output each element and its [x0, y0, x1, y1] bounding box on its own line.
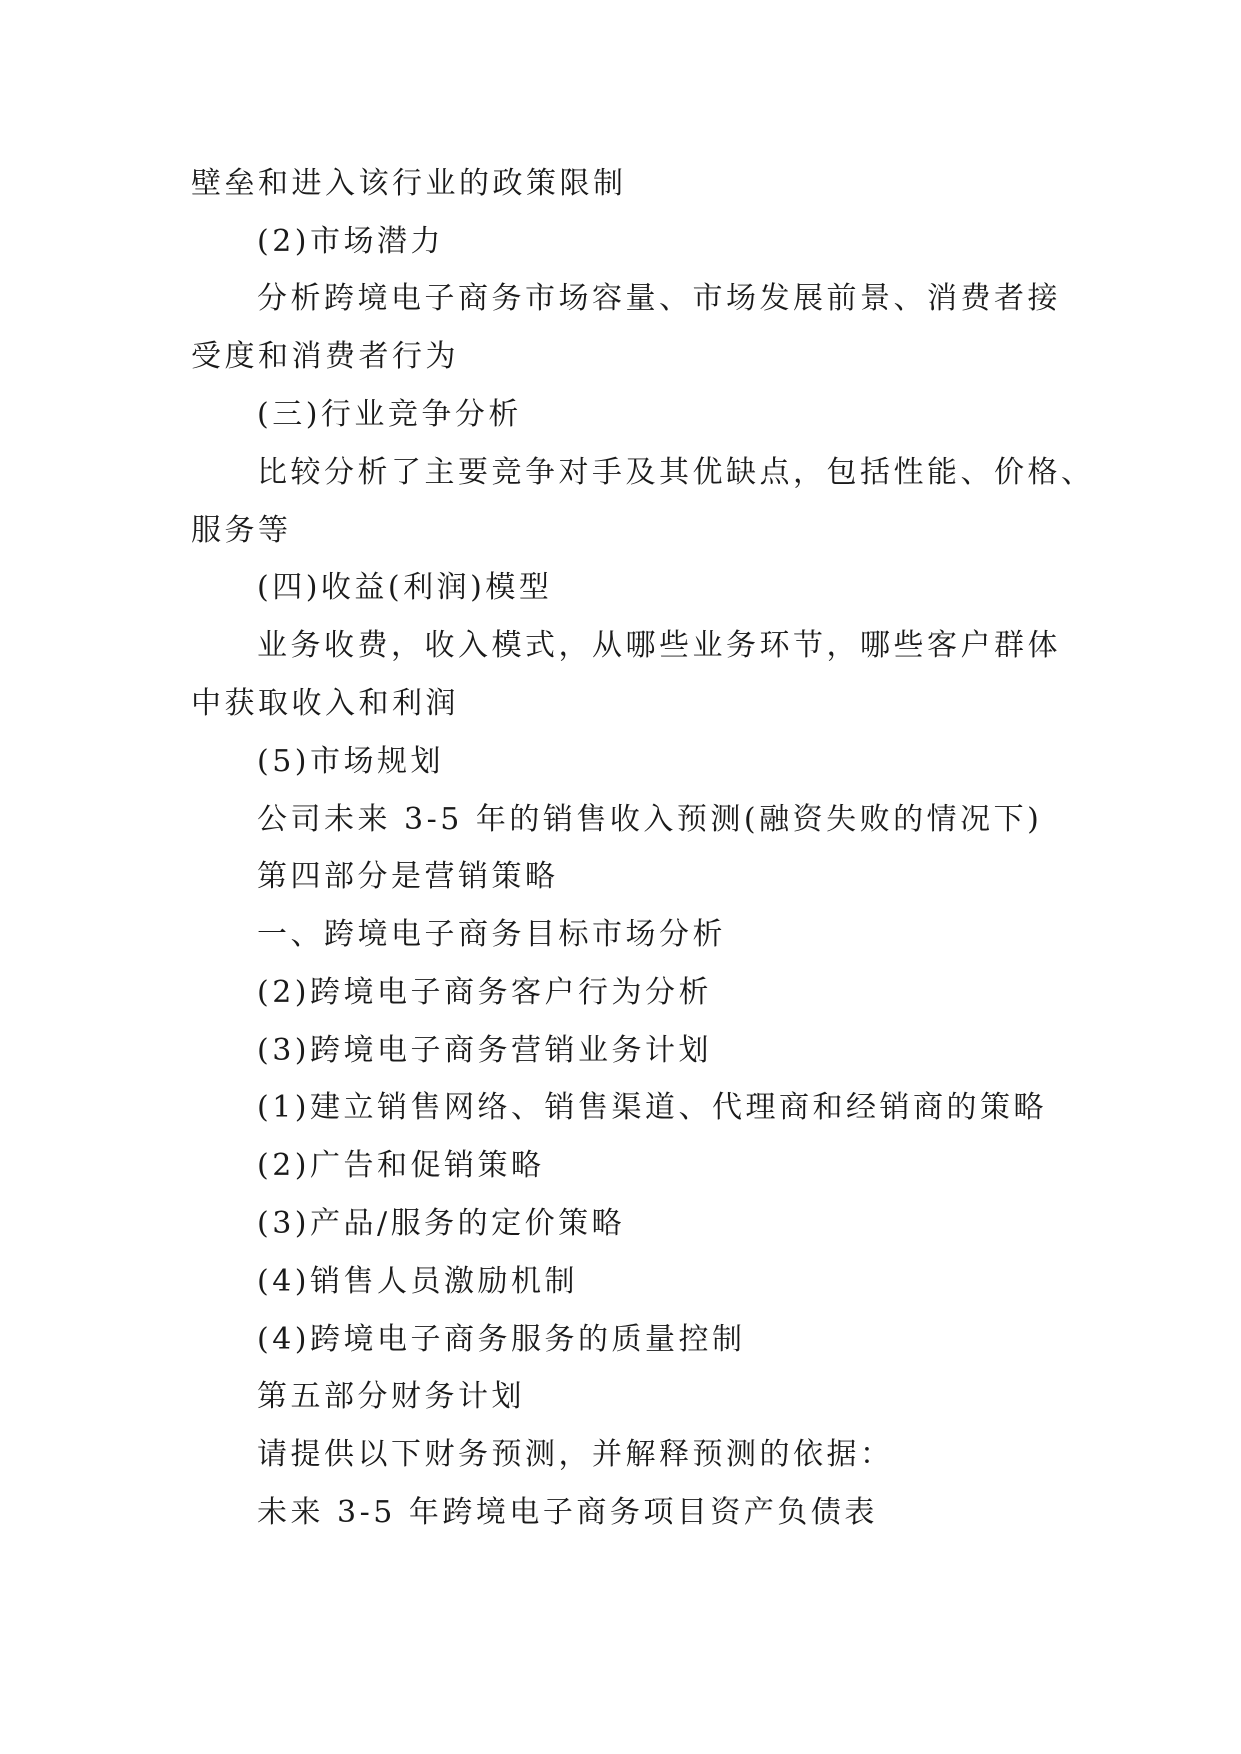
section-heading: (2)市场潜力: [257, 224, 444, 259]
list-item: (3)跨境电子商务营销业务计划: [257, 1033, 712, 1068]
list-item: (4)销售人员激励机制: [257, 1264, 578, 1299]
text-line: 分析跨境电子商务市场容量、市场发展前景、消费者接: [257, 281, 1061, 316]
section-heading: (5)市场规划: [257, 744, 444, 779]
text-line: 未来 3-5 年跨境电子商务项目资产负债表: [257, 1495, 878, 1530]
text-line: 受度和消费者行为: [191, 339, 459, 374]
section-heading: (四)收益(利润)模型: [257, 570, 553, 605]
part-heading: 第四部分是营销策略: [257, 859, 559, 894]
text-line: 请提供以下财务预测，并解释预测的依据：: [257, 1437, 894, 1472]
text-line: 业务收费，收入模式，从哪些业务环节，哪些客户群体: [257, 628, 1061, 663]
list-item: (1)建立销售网络、销售渠道、代理商和经销商的策略: [257, 1090, 1047, 1125]
list-item: (2)跨境电子商务客户行为分析: [257, 975, 712, 1010]
part-heading: 第五部分财务计划: [257, 1379, 525, 1414]
text-line: 壁垒和进入该行业的政策限制: [191, 166, 627, 201]
text-line: 服务等: [191, 513, 292, 548]
list-item: (4)跨境电子商务服务的质量控制: [257, 1322, 746, 1357]
text-line: 公司未来 3-5 年的销售收入预测(融资失败的情况下): [257, 802, 1043, 837]
text-line: 比较分析了主要竞争对手及其优缺点，包括性能、价格、: [257, 455, 1095, 490]
list-item: (2)广告和促销策略: [257, 1148, 545, 1183]
section-heading: 一、跨境电子商务目标市场分析: [257, 917, 726, 952]
list-item: (3)产品/服务的定价策略: [257, 1206, 626, 1241]
section-heading: (三)行业竞争分析: [257, 397, 522, 432]
text-line: 中获取收入和利润: [191, 686, 459, 721]
